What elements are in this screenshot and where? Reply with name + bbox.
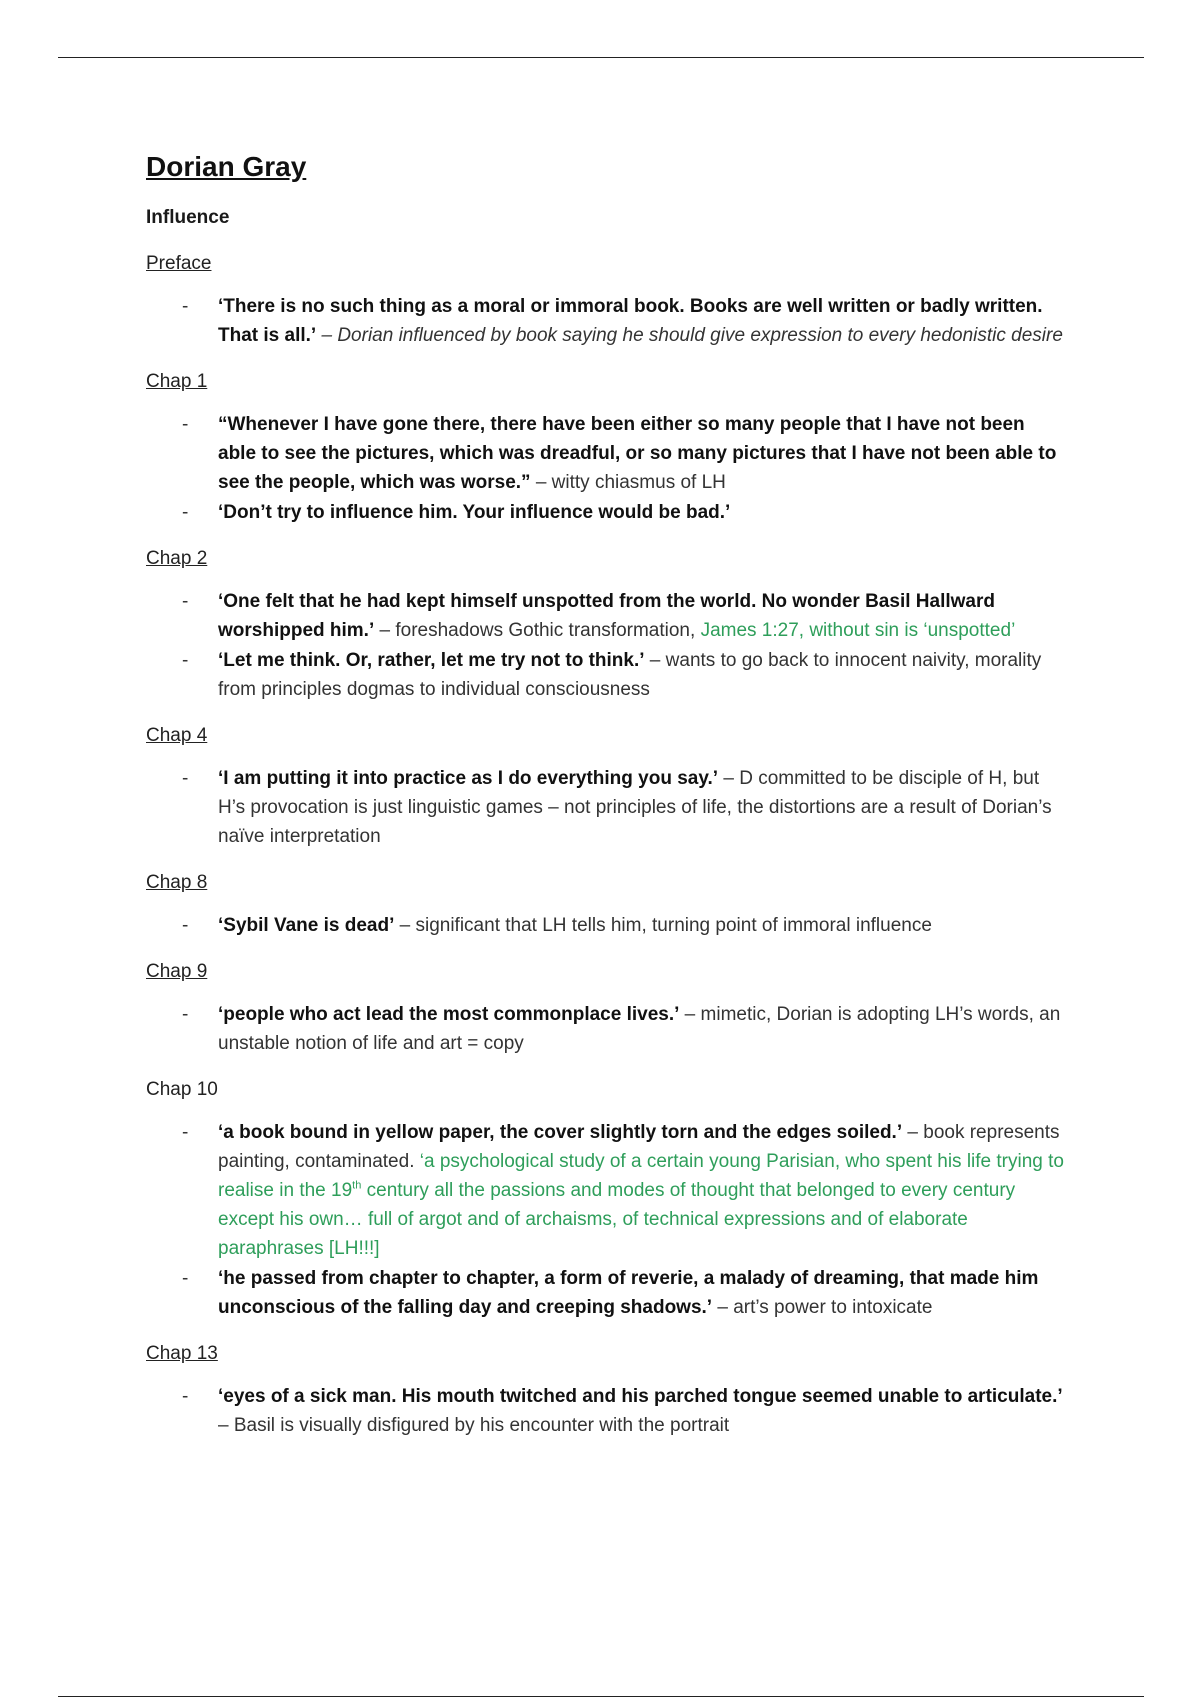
list-chap-1: [146, 410, 1066, 527]
quote: ‘I am putting it into practice as I do everything you say.’: [218, 768, 719, 789]
list-item: [146, 410, 1066, 497]
comment: – mimetic, Dorian is adopting LH’s words, an unstable notion of life and art = copy: [218, 1004, 1061, 1054]
list-item: [146, 292, 1066, 350]
comment: – book represents painting, contaminated.: [218, 1122, 1060, 1172]
quote: ‘Sybil Vane is dead’: [218, 915, 395, 936]
header-rule: [58, 57, 1144, 58]
quote: ‘There is no such thing as a moral or immoral book. Books are well written or badly written. That is all.’: [218, 296, 1043, 346]
green-note: James 1:27, without sin is ‘unspotted’: [700, 620, 1016, 641]
heading-chap-13: Chap 13: [146, 1343, 218, 1364]
list-chap-8: [146, 911, 1066, 940]
heading-chap-1: Chap 1: [146, 371, 208, 392]
list-chap-10: [146, 1118, 1066, 1322]
list-preface: [146, 292, 1066, 350]
bullet-dash: -: [182, 414, 189, 435]
comment: – wants to go back to innocent naivity, morality from principles dogmas to individual consciousness: [218, 650, 1042, 700]
quote: ‘he passed from chapter to chapter, a form of reverie, a malady of dreaming, that made him unconscious of the falling day and creeping shadows.’: [218, 1268, 1039, 1318]
list-item: [146, 1382, 1066, 1440]
quote: ‘a book bound in yellow paper, the cover slightly torn and the edges soiled.’: [218, 1122, 903, 1143]
bullet-dash: -: [182, 768, 189, 789]
bullet-dash: -: [182, 1268, 189, 1289]
list-item: [146, 587, 1066, 645]
bullet-dash: -: [182, 1004, 189, 1025]
heading-chap-8: Chap 8: [146, 872, 208, 893]
list-chap-4: [146, 764, 1066, 851]
bullet-dash: -: [182, 915, 189, 936]
quote: ‘people who act lead the most commonplace lives.’: [218, 1004, 680, 1025]
document-body: [146, 146, 1066, 1441]
quote: ‘Let me think. Or, rather, let me try not to think.’: [218, 650, 645, 671]
comment: – Basil is visually disfigured by his encounter with the portrait: [218, 1415, 730, 1436]
heading-chap-10: Chap 10: [146, 1079, 218, 1100]
section-subtitle: Influence: [146, 207, 230, 228]
list-item: [146, 911, 1066, 940]
comment: – art’s power to intoxicate: [712, 1297, 933, 1318]
bullet-dash: -: [182, 591, 189, 612]
superscript: th: [352, 1179, 362, 1192]
page-title: Dorian Gray: [146, 151, 307, 182]
comment: – Dorian influenced by book saying he should give expression to every hedonistic desire: [316, 325, 1063, 346]
comment: – significant that LH tells him, turning point of immoral influence: [394, 915, 932, 936]
green-note-part: ‘a psychological study of a certain young Parisian, who spent his life trying to realise in the 19: [218, 1151, 1064, 1201]
heading-preface: Preface: [146, 253, 212, 274]
list-item: [146, 764, 1066, 851]
bullet-dash: -: [182, 1122, 189, 1143]
footer-rule: [58, 1696, 1144, 1697]
comment: – witty chiasmus of LH: [530, 472, 726, 493]
quote: ‘One felt that he had kept himself unspotted from the world. No wonder Basil Hallward worshipped him.’: [218, 591, 995, 641]
list-item: [146, 646, 1066, 704]
bullet-dash: -: [182, 296, 189, 317]
heading-chap-2: Chap 2: [146, 548, 208, 569]
heading-chap-4: Chap 4: [146, 725, 208, 746]
list-item: [146, 498, 1066, 527]
heading-chap-9: Chap 9: [146, 961, 208, 982]
quote: “Whenever I have gone there, there have been either so many people that I have not been able to see the pictures, which was dreadful, or so many pictures that I have not been able to see the people, which was worse.”: [218, 414, 1057, 493]
bullet-dash: -: [182, 650, 189, 671]
list-chap-13: [146, 1382, 1066, 1440]
list-chap-2: [146, 587, 1066, 704]
bullet-dash: -: [182, 502, 189, 523]
green-note-part: century all the passions and modes of thought that belonged to every century except his own… full of argot and of archaisms, of technical expressions and of elaborate paraphrases [LH!!!]: [218, 1180, 1016, 1259]
list-item: [146, 1000, 1066, 1058]
list-item: [146, 1264, 1066, 1322]
comment: – D committed to be disciple of H, but H’s provocation is just linguistic games – not principles of life, the distortions are a result of Dorian’s naïve interpretation: [218, 768, 1052, 847]
quote: ‘Don’t try to influence him. Your influence would be bad.’: [218, 502, 731, 523]
list-chap-9: [146, 1000, 1066, 1058]
bullet-dash: -: [182, 1386, 189, 1407]
list-item: [146, 1118, 1066, 1263]
comment: – foreshadows Gothic transformation,: [374, 620, 701, 641]
quote: ‘eyes of a sick man. His mouth twitched and his parched tongue seemed unable to articulate.’: [218, 1386, 1063, 1407]
